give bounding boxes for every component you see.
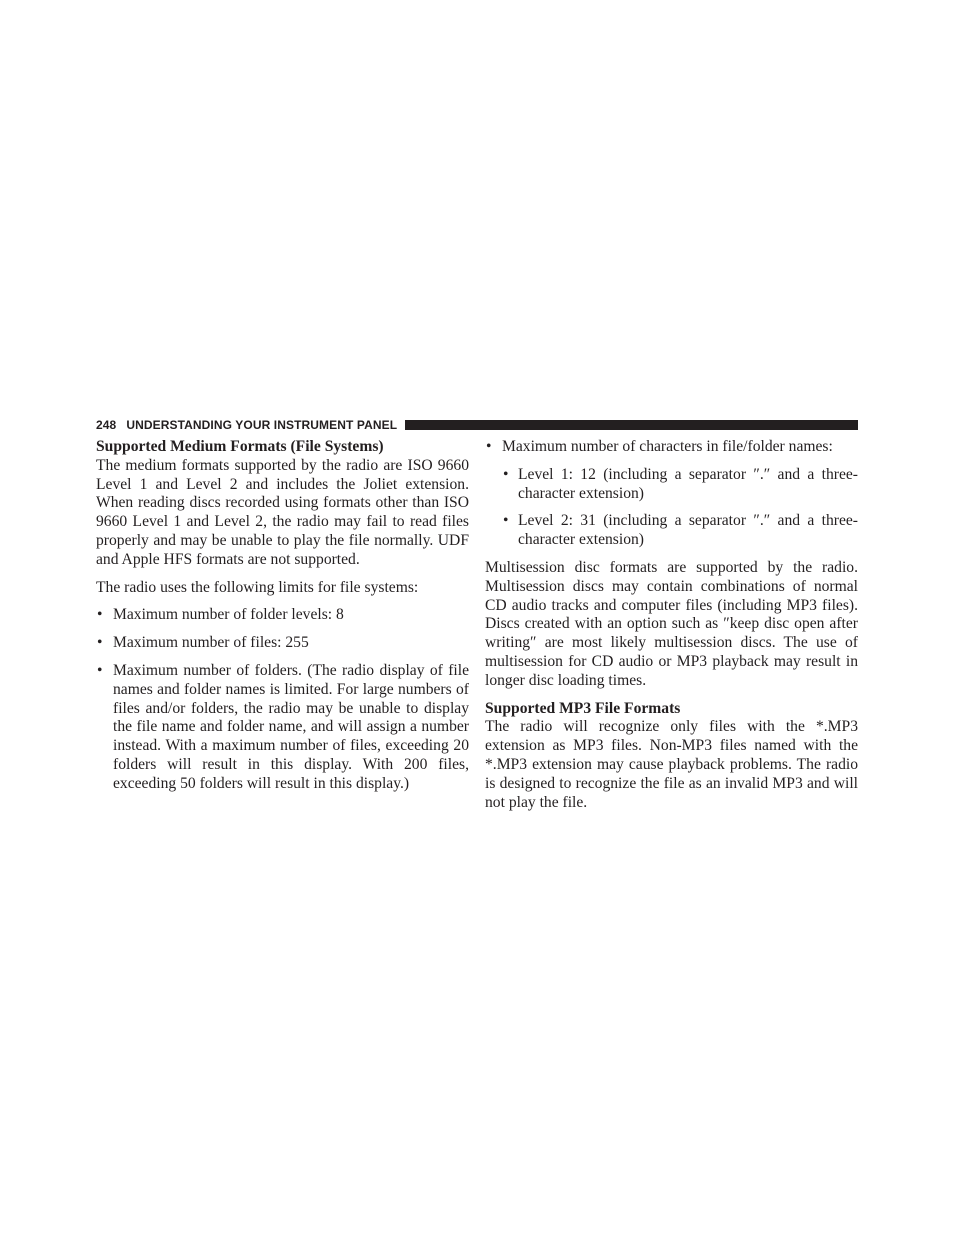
bullet-icon: • [97,661,103,679]
sub-list-item [502,512,858,550]
sub-list-item-text: Level 2: 31 (including a separator ″.″ and a three-character extension) [518,512,858,549]
bullet-icon: • [486,438,492,455]
bullet-icon: • [503,512,509,530]
left-column [96,438,469,803]
limits-intro-paragraph: The radio uses the following limits for file systems: [96,578,419,596]
mp3-formats-heading: Supported MP3 File Formats [485,699,681,717]
bullet-icon: • [97,606,103,624]
list-item [96,662,469,794]
characters-list [485,438,858,550]
limits-list [96,606,469,793]
list-item-text: Maximum number of characters in file/folder names: [502,438,833,455]
sub-list-item [502,466,858,504]
bullet-icon: • [97,634,103,652]
list-item-text: Maximum number of files: 255 [113,634,309,652]
medium-formats-paragraph: The medium formats supported by the radio are ISO 9660 Level 1 and Level 2 and includes the Joliet extension. When reading discs recorded using formats other than ISO 9660 Level 1 and Level 2, the radio may fail to read files properly and may be unable to play the file normally. UDF and Apple HFS formats are not supported. [96,456,469,568]
medium-formats-heading: Supported Medium Formats (File Systems) [96,438,384,455]
header-rule [405,420,858,430]
multisession-paragraph: Multisession disc formats are supported by the radio. Multisession discs may contain combinations of normal CD audio tracks and computer files (including MP3 files). Discs created with an option such as ″keep disc open after writing″ are most likely multisession discs. The use of multisession for CD audio or MP3 playback may result in longer disc loading times. [485,558,858,689]
sub-list-item-text: Level 1: 12 (including a separator ″.″ and a three-character extension) [518,465,858,502]
bullet-icon: • [503,465,509,483]
list-item [96,634,469,653]
mp3-formats-paragraph: The radio will recognize only files with the *.MP3 extension as MP3 files. Non-MP3 files named with the *.MP3 extension may cause playback problems. The radio is designed to recognize the file as an invalid MP3 and will not play the file. [485,718,858,811]
section-title: UNDERSTANDING YOUR INSTRUMENT PANEL [126,418,398,432]
level-sub-list [502,466,858,550]
list-item [96,606,469,625]
page-header [96,417,858,433]
page-number: 248 [96,418,117,432]
right-column [485,438,858,821]
list-item-text: Maximum number of folder levels: 8 [113,606,344,624]
list-item-text: Maximum number of folders. (The radio display of file names and folder names is limited. For large numbers of files and/or folders, the radio may be unable to display the file name and folder name, and will assign a number instead. With a maximum number of files, exceeding 20 folders will result in this display. With 200 files, exceeding 50 folders will result in this display.) [113,661,469,792]
list-item [485,438,858,550]
